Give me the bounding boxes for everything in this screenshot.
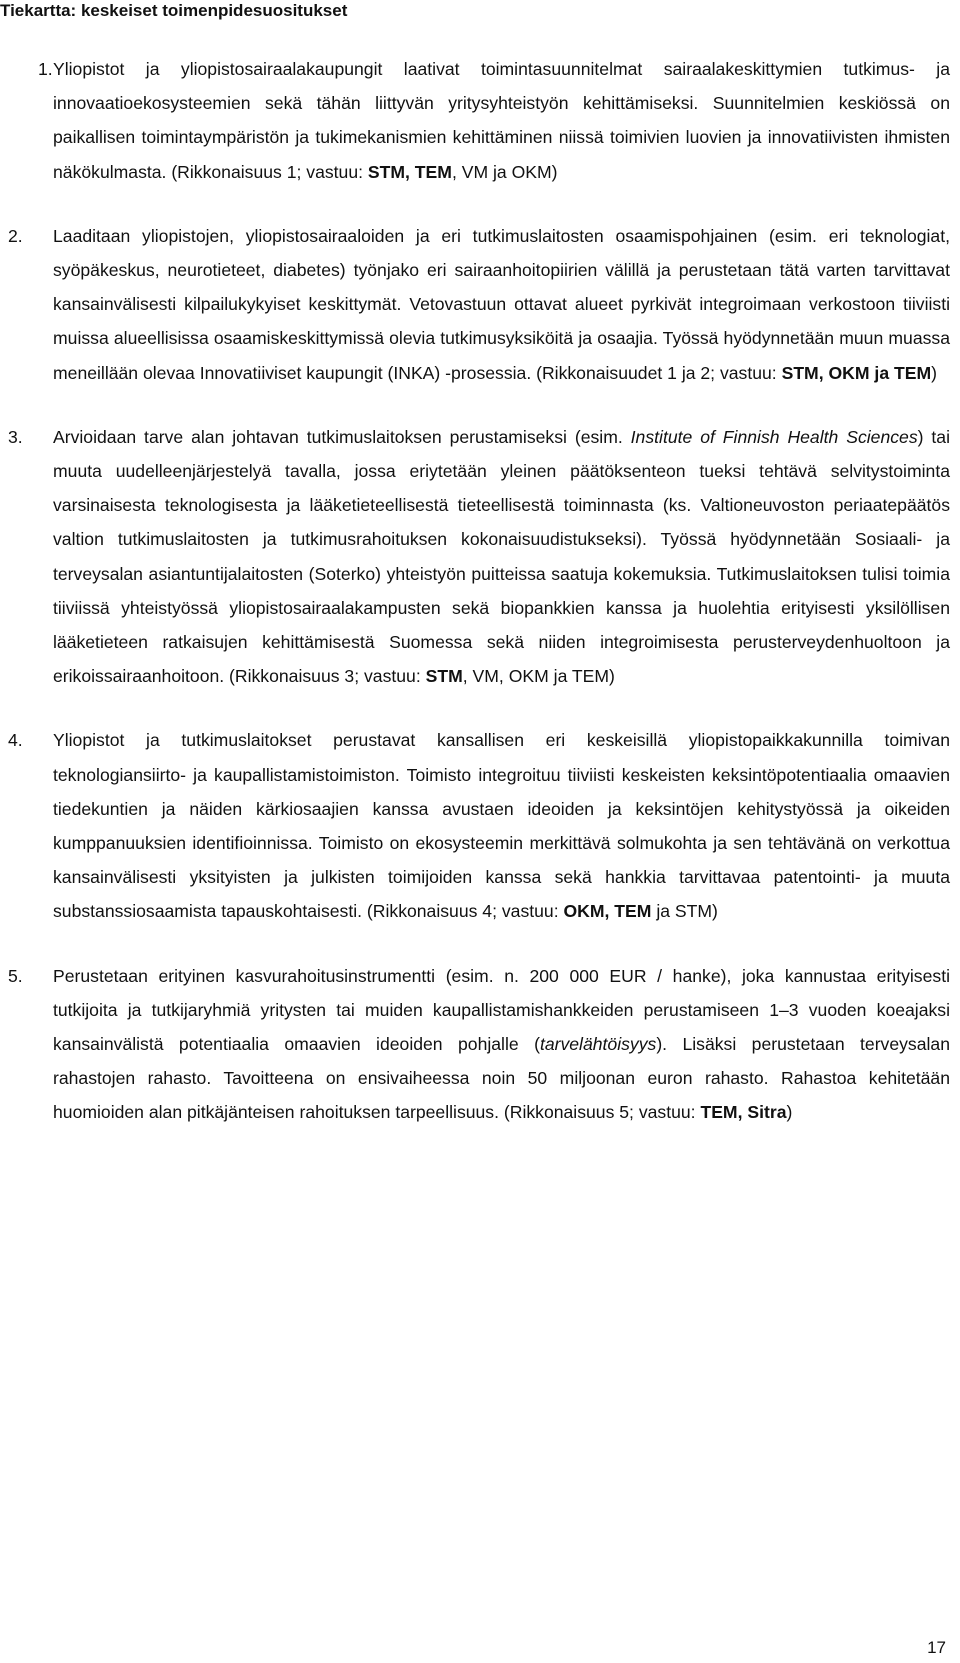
recommendation-item-3 <box>0 420 950 694</box>
item-number: 5. <box>8 965 23 986</box>
text-segment: Laaditaan yliopistojen, yliopistosairaaloiden ja eri tutkimuslaitosten osaamispohjainen (esim. eri teknologiat, syöpäkeskus, neurotieteet, diabetes) työnjako eri sairaanhoitopiirien välillä ja perustetaan tätä varten tarvittavat kansainvälisesti kilpailukykyiset keskittymät. Vetovastuun ottavat alueet pyrkivät integroimaan verkostoon tiiviisti muissa alueellisissa osaamiskeskittymissä olevia tutkimusyksiköitä ja osaajia. Työssä hyödynnetään muun muassa meneillään olevaa Innovatiiviset kaupungit (INKA) -prosessia. (Rikkonaisuudet 1 ja 2; vastuu: <box>53 225 950 383</box>
page-title: Tiekartta: keskeiset toimenpidesuositukset <box>0 1 348 20</box>
institute-name: Institute of Finnish Health Sciences <box>630 426 918 447</box>
item-text <box>53 723 950 928</box>
item-text <box>53 52 950 189</box>
responsible-ministries: OKM, TEM <box>563 901 652 922</box>
item-number: 4. <box>8 730 23 751</box>
recommendation-item-4 <box>0 723 950 928</box>
responsible-ministries: STM, OKM ja TEM <box>781 362 932 383</box>
responsible-ministries: TEM, Sitra <box>700 1102 787 1123</box>
recommendation-list <box>0 52 950 1160</box>
text-segment: Yliopistot ja tutkimuslaitokset perustavat kansallisen eri keskeisillä yliopistopaikkakunnilla toimivan teknologiansiirto- ja kaupallistamistoimiston. Toimisto integroituu tiiviisti keskeisten keksintöpotentiaalia omaavien tiedekuntien ja näiden kärkiosaajien kanssa avustaen ideoiden ja keksintöjen kehitystyössä ja oikeiden kumppanuuksien identifioinnissa. Toimisto on ekosysteemin merkittävä solmukohta ja sen tehtävänä on verkottua kansainvälisesti yksityisten ja julkisten toimijoiden kanssa sekä hankkia tarvittavaa patentointi- ja muuta substanssiosaamista tapauskohtaisesti. (Rikkonaisuus 4; vastuu: <box>53 730 950 922</box>
text-segment: Yliopistot ja yliopistosairaalakaupungit laativat toimintasuunnitelmat sairaalakeskittymien tutkimus- ja innovaatioekosysteemien sekä tähän liittyvän yritysyhteistyön kehittämiseksi. Suunnitelmien keskiössä on paikallisen toimintaympäristön ja tukimekanismien kehittäminen niissä toimivien luovien ja innovatiivisten ihmisten näkökulmasta. (Rikkonaisuus 1; vastuu: <box>53 59 950 182</box>
text-segment: ) tai muuta uudelleenjärjestelyä tavalla, jossa eriytetään yleinen päätöksenteon tueksi tehtävä selvitystoiminta varsinaisesta teknologisesta ja lääketieteellisestä tieteellisestä toiminnasta (ks. Valtioneuvoston periaatepäätös valtion tutkimuslaitosten ja tutkimusrahoituksen kokonaisuudistukseksi). Työssä hyödynnetään Sosiaali- ja terveysalan asiantuntijalaitosten (Soterko) yhteistyön puitteissa saatuja kokemuksia. Tutkimuslaitoksen tulisi toimia tiiviissä yhteistyössä yliopistosairaalakampusten sekä biopankkien kanssa ja huolehtia erityisesti yksilöllisen lääketieteen ratkaisujen kehittämisestä Suomessa sekä niiden integroimisesta perusterveydenhuoltoon ja erikoissairaanhoitoon. (Rikkonaisuus 3; vastuu: <box>53 426 950 687</box>
text-segment: ja STM) <box>651 901 718 922</box>
text-segment: ) <box>931 362 937 383</box>
recommendation-item-1 <box>0 52 950 189</box>
recommendation-item-2 <box>0 219 950 390</box>
page-number: 17 <box>927 1638 946 1657</box>
text-segment: Perustetaan erityinen kasvurahoitusinstrumentti (esim. n. 200 000 EUR / hanke), joka kannustaa erityisesti tutkijoita ja tutkijaryhmiä yritysten tai muiden kaupallistamishankkeiden perustamiseen 1–3 vuoden koeajaksi kansainvälistä potentiaalia omaavien ideoiden pohjalle ( <box>53 965 950 1055</box>
responsible-ministries: STM, TEM <box>367 161 452 182</box>
item-number: 1. <box>38 59 53 79</box>
text-segment: ) <box>786 1102 793 1123</box>
responsible-ministries: STM <box>425 666 463 687</box>
item-number: 2. <box>8 225 23 246</box>
text-segment: , VM ja OKM) <box>451 161 558 182</box>
text-segment: , VM, OKM ja TEM) <box>462 666 615 687</box>
emphasis-term: tarvelähtöisyys <box>539 1034 657 1055</box>
item-text <box>53 420 950 694</box>
text-segment: ). Lisäksi perustetaan terveysalan rahastojen rahasto. Tavoitteena on ensivaiheessa noin 50 miljoonan euron rahasto. Rahastoa kehitetään huomioiden alan pitkäjänteisen rahoituksen tarpeellisuus. (Rikkonaisuus 5; vastuu: <box>53 1034 950 1123</box>
recommendation-item-5 <box>0 959 950 1130</box>
item-text <box>53 959 950 1130</box>
item-number: 3. <box>8 426 23 447</box>
item-text <box>53 219 950 390</box>
text-segment: Arvioidaan tarve alan johtavan tutkimuslaitoksen perustamiseksi (esim. <box>53 426 631 447</box>
